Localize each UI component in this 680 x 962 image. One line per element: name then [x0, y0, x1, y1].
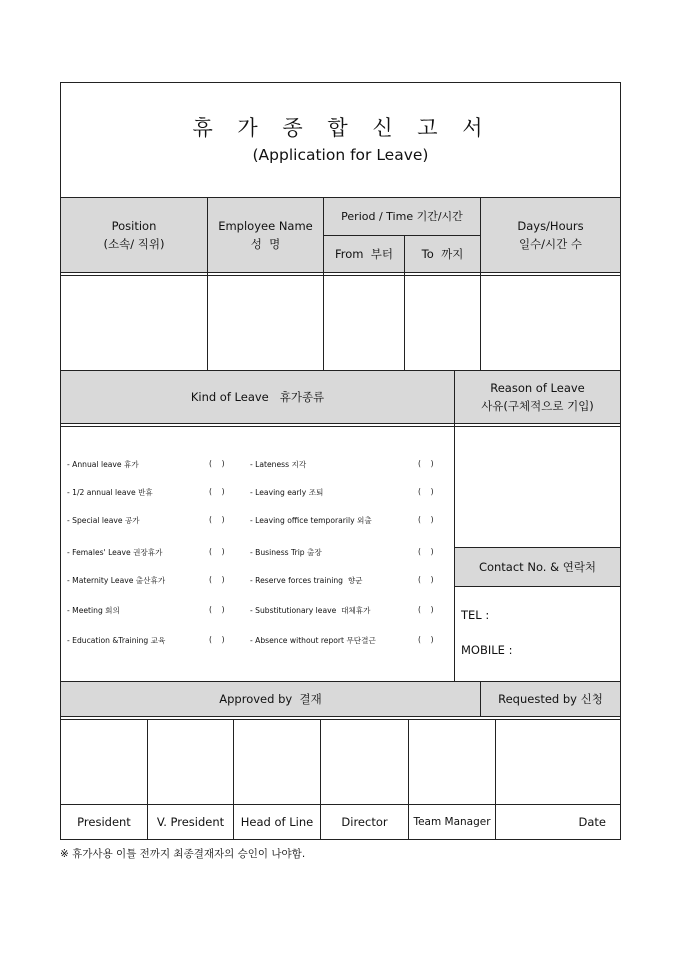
from-field[interactable] — [324, 276, 404, 370]
leave-checkbox[interactable]: ( ) — [209, 575, 225, 584]
days-hours-header-en: Days/Hours — [517, 219, 584, 233]
leave-option-meeting: - Meeting 회의 — [67, 606, 120, 615]
leave-option-annual: - Annual leave 휴가 — [67, 460, 139, 469]
reason-heading — [455, 371, 620, 423]
leave-checkbox[interactable]: ( ) — [418, 635, 434, 644]
form-subtitle: (Application for Leave) — [252, 146, 429, 164]
leave-option-lateness: - Lateness 지각 — [250, 460, 307, 469]
employee-name-header — [208, 198, 323, 272]
leave-checkbox[interactable]: ( ) — [209, 515, 225, 524]
tel-field[interactable] — [500, 602, 615, 626]
from-header: From 부터 — [334, 247, 394, 261]
period-header: Period / Time 기간/시간 — [341, 209, 463, 223]
to-field[interactable] — [405, 276, 480, 370]
leave-checkbox[interactable]: ( ) — [209, 459, 225, 468]
leave-option-business-trip: - Business Trip 출장 — [250, 548, 322, 557]
leave-checkbox[interactable]: ( ) — [418, 459, 434, 468]
leave-option-education: - Education &Training 교육 — [67, 636, 166, 645]
employee-name-field[interactable] — [208, 276, 323, 370]
leave-option-absence: - Absence without report 무단결근 — [250, 636, 376, 645]
leave-checkbox[interactable]: ( ) — [209, 487, 225, 496]
contact-heading: Contact No. & 연락처 — [478, 560, 597, 574]
signature-box-president[interactable] — [61, 720, 147, 804]
to-header: To 까지 — [421, 247, 464, 261]
position-header — [61, 198, 207, 272]
kind-of-leave-heading: Kind of Leave 휴가종류 — [190, 390, 325, 404]
reason-heading-kr: 사유(구체적으로 기입) — [481, 399, 594, 413]
leave-option-reserve-forces: - Reserve forces training 향군 — [250, 576, 363, 585]
role-president: President — [77, 815, 131, 829]
role-director: Director — [341, 815, 388, 829]
role-vice-president: V. President — [156, 815, 225, 829]
employee-name-header-en: Employee Name — [218, 219, 313, 233]
leave-checkbox[interactable]: ( ) — [418, 575, 434, 584]
footnote: ※ 휴가사용 이틀 전까지 최종결재자의 승인이 나야함. — [60, 848, 306, 860]
leave-checkbox[interactable]: ( ) — [209, 635, 225, 644]
leave-checkbox[interactable]: ( ) — [418, 515, 434, 524]
role-team-manager: Team Manager — [413, 816, 491, 828]
date-label: Date — [578, 815, 606, 829]
leave-option-maternity: - Maternity Leave 출산휴가 — [67, 576, 166, 585]
signature-box-vice-president[interactable] — [148, 720, 233, 804]
days-hours-header-kr: 일수/시간 수 — [518, 237, 583, 251]
requested-by-heading: Requested by 신청 — [498, 692, 603, 706]
leave-option-females: - Females' Leave 권장휴가 — [67, 548, 163, 557]
mobile-label: MOBILE : — [461, 643, 513, 657]
leave-checkbox[interactable]: ( ) — [209, 547, 225, 556]
signature-box-director[interactable] — [321, 720, 408, 804]
signature-box-requester[interactable] — [496, 720, 620, 804]
days-hours-header — [481, 198, 620, 272]
leave-option-special: - Special leave 공가 — [67, 516, 140, 525]
days-hours-field[interactable] — [481, 276, 620, 370]
signature-box-head-of-line[interactable] — [234, 720, 320, 804]
signature-box-team-manager[interactable] — [409, 720, 495, 804]
employee-name-header-kr: 성 명 — [250, 237, 281, 251]
position-header-en: Position — [111, 219, 157, 233]
leave-option-substitutionary: - Substitutionary leave 대체휴가 — [250, 606, 371, 615]
leave-option-half-annual: - 1/2 annual leave 반휴 — [67, 488, 153, 497]
approved-by-heading: Approved by 결재 — [219, 692, 322, 706]
leave-option-leaving-early: - Leaving early 조퇴 — [250, 488, 324, 497]
form-title: 휴 가 종 합 신 고 서 — [192, 116, 489, 140]
mobile-field[interactable] — [520, 637, 615, 661]
reason-field[interactable] — [455, 427, 620, 547]
tel-label: TEL : — [461, 608, 490, 622]
position-header-kr: (소속/ 직위) — [103, 237, 165, 251]
leave-option-leaving-office: - Leaving office temporarily 외출 — [250, 516, 372, 525]
leave-checkbox[interactable]: ( ) — [418, 605, 434, 614]
leave-checkbox[interactable]: ( ) — [418, 487, 434, 496]
position-field[interactable] — [61, 276, 207, 370]
leave-checkbox[interactable]: ( ) — [209, 605, 225, 614]
leave-checkbox[interactable]: ( ) — [418, 547, 434, 556]
role-head-of-line: Head of Line — [240, 815, 314, 829]
reason-heading-en: Reason of Leave — [490, 381, 585, 395]
